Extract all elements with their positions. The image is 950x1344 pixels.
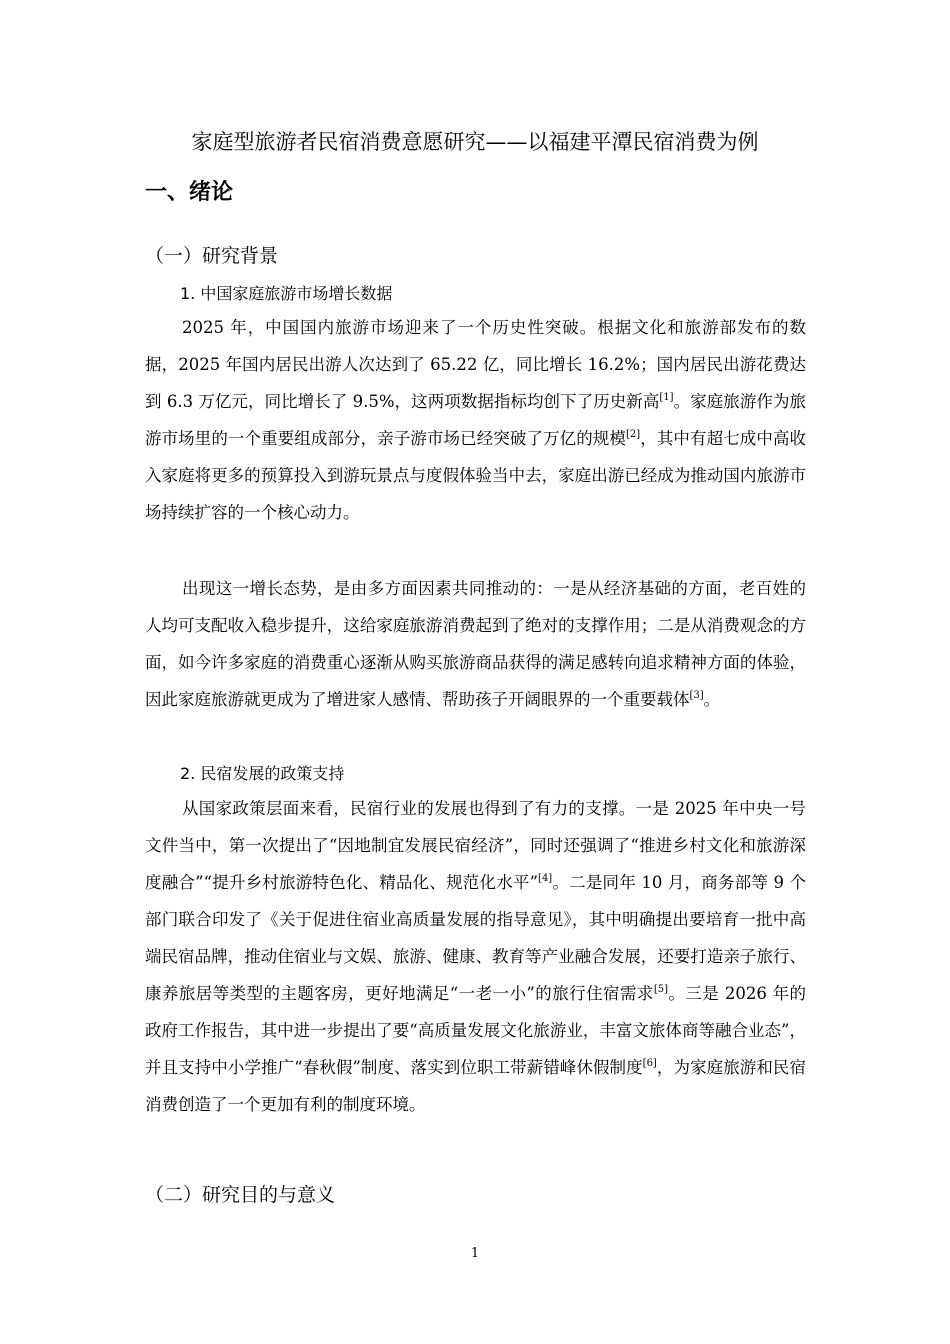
citation-ref: [5]	[653, 984, 668, 995]
paragraph-text: 。家庭旅游作为旅游市场里的一个重要组成部分，亲子游市场已经突破了万亿的规模	[145, 392, 806, 448]
paragraph-growth-factors	[145, 570, 806, 718]
citation-ref: [1]	[659, 392, 674, 403]
paragraph-market-growth	[145, 309, 806, 531]
subsection-heading-market-growth: 1. 中国家庭旅游市场增长数据	[180, 284, 393, 303]
section-heading-background: （一）研究背景	[145, 245, 279, 267]
chapter-heading: 一、绪论	[145, 180, 234, 205]
subsection-heading-policy-support: 2. 民宿发展的政策支持	[180, 764, 345, 783]
page-number: 1	[470, 1246, 480, 1261]
paragraph-policy-support	[145, 790, 806, 1123]
citation-ref: [6]	[642, 1058, 657, 1069]
citation-ref: [4]	[538, 873, 553, 884]
paragraph-text: 2025 年，中国国内旅游市场迎来了一个历史性突破。根据文化和旅游部发布的数据，2025 年国内居民出游人次达到了 65.22 亿，同比增长 16.2%；国内居民出游花费达到 6.3 万亿元，同比增长了 9.5%，这两项数据指标均创下了历史新高	[145, 318, 806, 411]
paragraph-text: 出现这一增长态势，是由多方面因素共同推动的：一是从经济基础的方面，老百姓的人均可支配收入稳步提升，这给家庭旅游消费起到了绝对的支撑作用；二是从消费观念的方面，如今许多家庭的消费重心逐渐从购买旅游商品获得的满足感转向追求精神方面的体验，因此家庭旅游就更成为了增进家人感情、帮助孩子开阔眼界的一个重要载体	[145, 579, 806, 709]
citation-ref: [3]	[689, 690, 704, 701]
paragraph-text: ，其中有超七成中高收入家庭将更多的预算投入到游玩景点与度假体验当中去，家庭出游已经成为推动国内旅游市场持续扩容的一个核心动力。	[145, 429, 807, 522]
section-heading-purpose: （二）研究目的与意义	[145, 1184, 336, 1206]
paragraph-text: 。	[703, 690, 721, 709]
paragraph-text: ，为家庭旅游和民宿消费创造了一个更加有利的制度环境。	[145, 1058, 807, 1114]
paragraph-text: 从国家政策层面来看，民宿行业的发展也得到了有力的支撑。一是 2025 年中央一号文件当中，第一次提出了“因地制宜发展民宿经济”，同时还强调了“推进乡村文化和旅游深度融合”“提升乡村旅游特色化、精品化、规范化水平”	[145, 799, 806, 892]
paragraph-text: 。二是同年 10 月，商务部等 9 个部门联合印发了《关于促进住宿业高质量发展的指导意见》，其中明确提出要培育一批中高端民宿品牌，推动住宿业与文娱、旅游、健康、教育等产业融合发展，还要打造亲子旅行、康养旅居等类型的主题客房，更好地满足“一老一小”的旅行住宿需求	[145, 873, 806, 1003]
paragraph-text: 。三是 2026 年的政府工作报告，其中进一步提出了要“高质量发展文化旅游业，丰富文旅体商等融合业态”，并且支持中小学推广“春秋假”制度、落实到位职工带薪错峰休假制度	[145, 984, 806, 1077]
document-title: 家庭型旅游者民宿消费意愿研究——以福建平潭民宿消费为例	[191, 130, 759, 154]
citation-ref: [2]	[625, 429, 641, 440]
